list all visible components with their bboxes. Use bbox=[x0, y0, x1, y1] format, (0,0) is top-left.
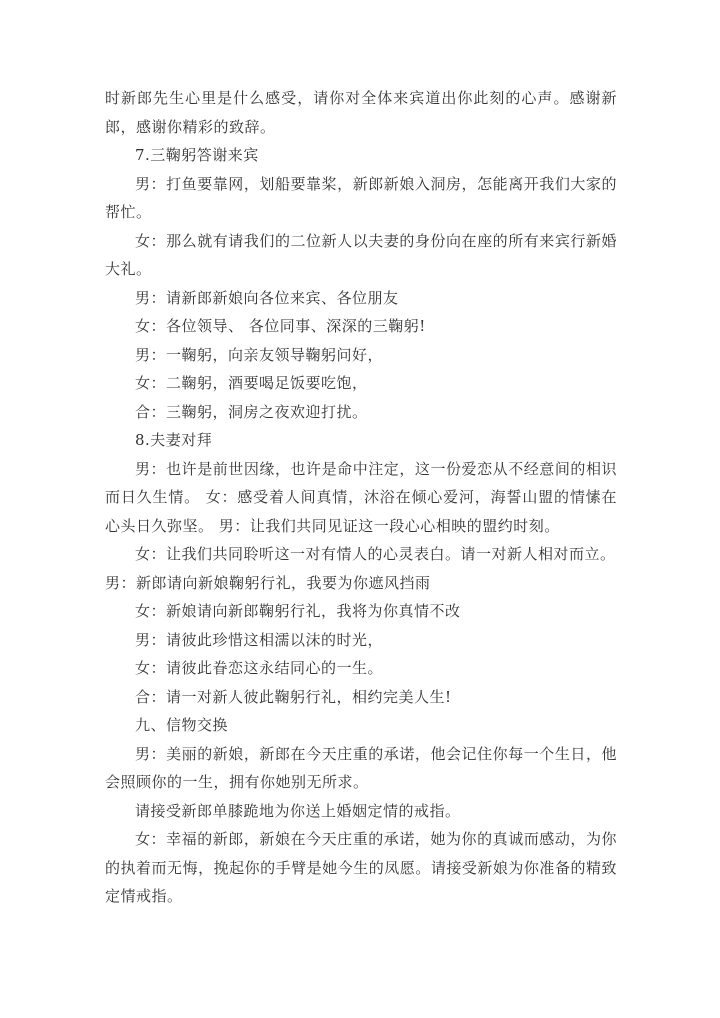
paragraph: 女：让我们共同聆听这一对有情人的心灵表白。请一对新人相对而立。 bbox=[135, 545, 616, 563]
paragraph: 男：也许是前世因缘，也许是命中注定，这一份爱恋从不经意间的相识而日久生情。 女：感受着人间真情，沐浴在倾心爱河，海誓山盟的情愫在心头日久弥坚。 男：让我们共同见证这一段心心相映的盟约时刻。 bbox=[105, 459, 617, 535]
paragraph: 九、信物交换 bbox=[135, 716, 229, 734]
paragraph: 合：三鞠躬，洞房之夜欢迎打扰。 bbox=[135, 402, 368, 421]
paragraph: 女：那么就有请我们的二位新人以夫妻的身份向在座的所有来宾行新婚大礼。 bbox=[105, 231, 617, 278]
paragraph: 7.三鞠躬答谢来宾 bbox=[135, 146, 259, 164]
paragraph: 女：二鞠躬，酒要喝足饭要吃饱， bbox=[135, 374, 368, 392]
paragraph: 男：一鞠躬，向亲友领导鞠躬问好， bbox=[135, 345, 384, 364]
paragraph: 时新郎先生心里是什么感受，请你对全体来宾道出你此刻的心声。感谢新郎，感谢你精彩的致辞。 bbox=[105, 89, 617, 136]
paragraph: 合：请一对新人彼此鞠躬行礼，相约完美人生! bbox=[135, 687, 452, 706]
paragraph: 女：各位领导、 各位同事、深深的三鞠躬! bbox=[135, 317, 426, 335]
document-content bbox=[105, 84, 617, 911]
paragraph: 男：打鱼要靠网，划船要靠桨，新郎新娘入洞房，怎能离开我们大家的帮忙。 bbox=[105, 174, 617, 221]
paragraph: 女：新娘请向新郎鞠躬行礼，我将为你真情不改 bbox=[135, 602, 461, 620]
paragraph: 请接受新郎单膝跪地为你送上婚姻定情的戒指。 bbox=[135, 801, 461, 820]
paragraph: 男：请彼此珍惜这相濡以沫的时光， bbox=[135, 630, 384, 649]
paragraph: 男：新郎请向新娘鞠躬行礼，我要为你遮风挡雨 bbox=[105, 573, 431, 592]
paragraph: 8.夫妻对拜 bbox=[135, 431, 213, 449]
paragraph: 男：美丽的新娘，新郎在今天庄重的承诺，他会记住你每一个生日，他会照顾你的一生，拥有你她别无所求。 bbox=[105, 744, 617, 791]
paragraph: 男：请新郎新娘向各位来宾、各位朋友 bbox=[135, 288, 399, 307]
paragraph: 女：幸福的新郎，新娘在今天庄重的承诺，她为你的真诚而感动，为你的执着而无悔，挽起你的手臂是她今生的凤愿。请接受新娘为你准备的精致定情戒指。 bbox=[105, 830, 617, 905]
paragraph: 女：请彼此眷恋这永结同心的一生。 bbox=[135, 659, 384, 677]
